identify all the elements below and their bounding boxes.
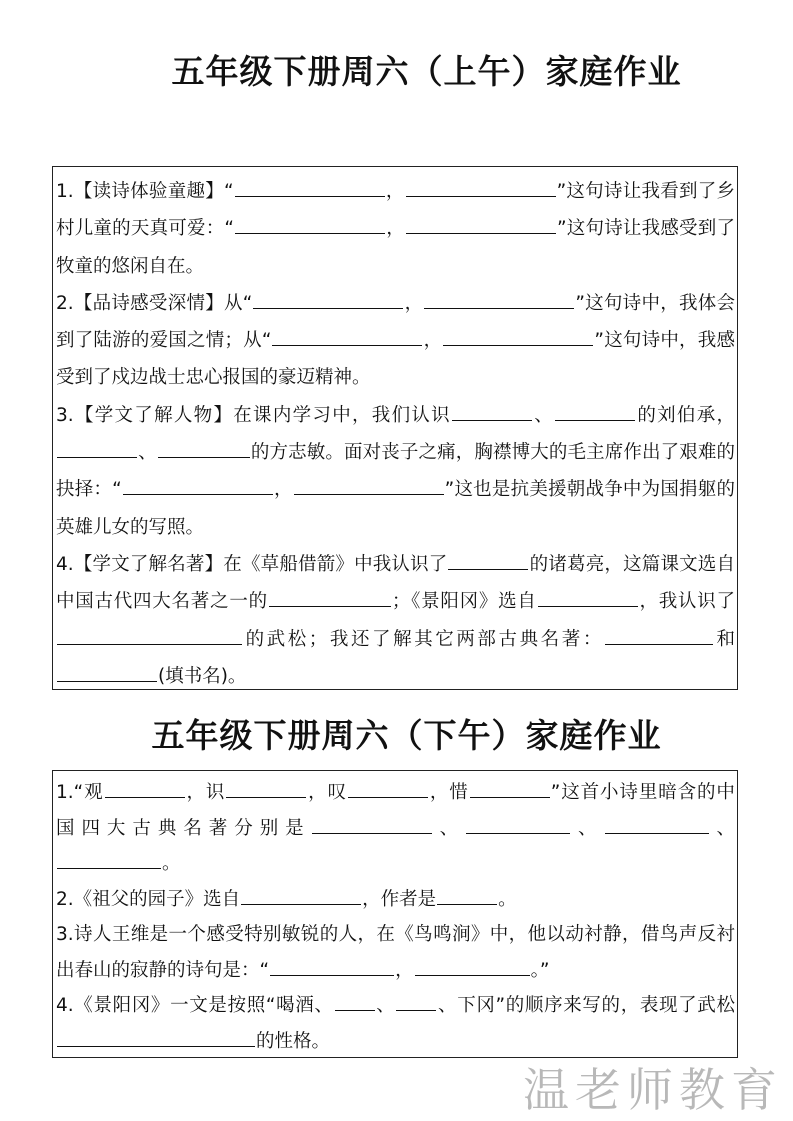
question-text: 2.《祖父的园子》选自	[56, 888, 241, 910]
question-text: ；《景阳冈》选自	[391, 591, 537, 613]
answer-blank[interactable]	[470, 779, 550, 798]
question-text: 2.【品诗感受深情】从“	[56, 292, 253, 314]
answer-blank[interactable]	[396, 992, 436, 1011]
question-text: 、	[432, 817, 466, 839]
question-text: 的武松；我还了解其它两部古典名著：	[243, 628, 604, 650]
question-text: ，我认识了	[638, 591, 735, 613]
answer-blank[interactable]	[57, 1028, 255, 1047]
answer-blank[interactable]	[294, 476, 444, 495]
question-text: 、	[375, 995, 396, 1016]
question-2	[56, 882, 735, 918]
answer-blank[interactable]	[538, 588, 638, 607]
answer-blank[interactable]	[406, 215, 556, 234]
answer-blank[interactable]	[123, 476, 273, 495]
question-text: ”这句诗让我看到了乡村儿童的天真可爱：“	[56, 181, 735, 240]
question-text: 4.【学文了解名著】在《草船借箭》中我认识了	[56, 553, 448, 575]
question-1	[56, 173, 735, 285]
watermark: 温老师教育	[523, 1063, 783, 1117]
question-2	[56, 285, 735, 397]
question-text: ”这首小诗里暗含的中国四大古典名著分别是	[56, 782, 735, 839]
question-text: ，惜	[428, 782, 469, 803]
answer-blank[interactable]	[57, 850, 161, 869]
answer-blank[interactable]	[605, 815, 709, 834]
answer-blank[interactable]	[466, 815, 570, 834]
morning-homework-box	[52, 166, 738, 690]
question-text: ”这也是抗美援朝战争中为国捐躯的英雄儿女的写照。	[56, 479, 735, 538]
question-4	[56, 988, 735, 1059]
question-text: ，	[404, 292, 424, 314]
answer-blank[interactable]	[57, 439, 137, 458]
question-4	[56, 546, 735, 695]
question-text: (填书名)。	[158, 665, 247, 687]
question-1	[56, 775, 735, 882]
answer-blank[interactable]	[605, 626, 713, 645]
question-text: 4.《景阳冈》一文是按照“喝酒、	[56, 995, 334, 1016]
question-text: 、下冈”的顺序来写的，表现了武松	[437, 995, 735, 1016]
question-text: 和	[713, 628, 735, 650]
question-text: 。”	[530, 959, 550, 981]
question-text: ，识	[185, 782, 226, 803]
question-text: 1.【读诗体验童趣】“	[56, 181, 234, 202]
question-3	[56, 917, 735, 988]
answer-blank[interactable]	[226, 779, 306, 798]
question-3	[56, 397, 735, 546]
page-title-morning: 五年级下册周六（上午）家庭作业	[171, 52, 682, 91]
answer-blank[interactable]	[312, 815, 432, 834]
question-text: 的刘伯承，	[636, 404, 735, 426]
question-text: 、	[571, 817, 604, 839]
question-text: ”这句诗中，我体会到了陆游的爱国之情；从“	[56, 292, 735, 352]
answer-blank[interactable]	[348, 779, 428, 798]
question-text: 的诸葛亮，这篇课文选自中国古代四大名著之一的	[56, 553, 735, 613]
answer-blank[interactable]	[555, 402, 635, 421]
answer-blank[interactable]	[57, 626, 242, 645]
question-text: ，	[395, 959, 414, 981]
question-text: ，叹	[307, 782, 347, 803]
question-text: ，	[423, 330, 443, 352]
answer-blank[interactable]	[448, 551, 528, 570]
question-text: ，	[385, 181, 405, 202]
answer-blank[interactable]	[443, 327, 593, 346]
question-text: 。	[498, 888, 517, 910]
answer-blank[interactable]	[57, 663, 157, 682]
answer-blank[interactable]	[158, 439, 250, 458]
answer-blank[interactable]	[241, 886, 361, 905]
answer-blank[interactable]	[424, 290, 574, 309]
answer-blank[interactable]	[452, 402, 532, 421]
question-text: 3.诗人王维是一个感受特别敏锐的人，在《鸟鸣涧》中，他以动衬静，借鸟声反衬出春山的寂静的诗句是：“	[56, 924, 735, 981]
question-text: 、	[138, 442, 157, 464]
question-text: 的方志敏。面对丧子之痛，胸襟博大的毛主席作出了艰难的抉择：“	[56, 442, 735, 501]
afternoon-homework-box	[52, 770, 738, 1058]
answer-blank[interactable]	[269, 588, 391, 607]
question-text: ，作者是	[362, 888, 437, 910]
answer-blank[interactable]	[270, 957, 394, 976]
question-text: ，	[273, 479, 293, 501]
answer-blank[interactable]	[105, 779, 185, 798]
question-text: ”这句诗中，我感受到了戍边战士忠心报国的豪迈精神。	[56, 330, 735, 389]
answer-blank[interactable]	[415, 957, 530, 976]
question-text: 1.“观	[56, 782, 104, 803]
answer-blank[interactable]	[235, 215, 385, 234]
answer-blank[interactable]	[235, 178, 385, 197]
answer-blank[interactable]	[437, 886, 497, 905]
page-title-afternoon: 五年级下册周六（下午）家庭作业	[151, 716, 662, 755]
question-text: 。	[162, 853, 181, 874]
answer-blank[interactable]	[406, 178, 556, 197]
question-text: ”这句诗让我感受到了牧童的悠闲自在。	[56, 218, 735, 277]
answer-blank[interactable]	[335, 992, 375, 1011]
question-text: 3.【学文了解人物】在课内学习中，我们认识	[56, 404, 451, 426]
question-text: ，	[386, 218, 405, 240]
answer-blank[interactable]	[272, 327, 422, 346]
question-text: 、	[532, 404, 555, 426]
answer-blank[interactable]	[253, 290, 403, 309]
question-text: 的性格。	[256, 1030, 331, 1052]
question-text: 、	[709, 817, 735, 839]
